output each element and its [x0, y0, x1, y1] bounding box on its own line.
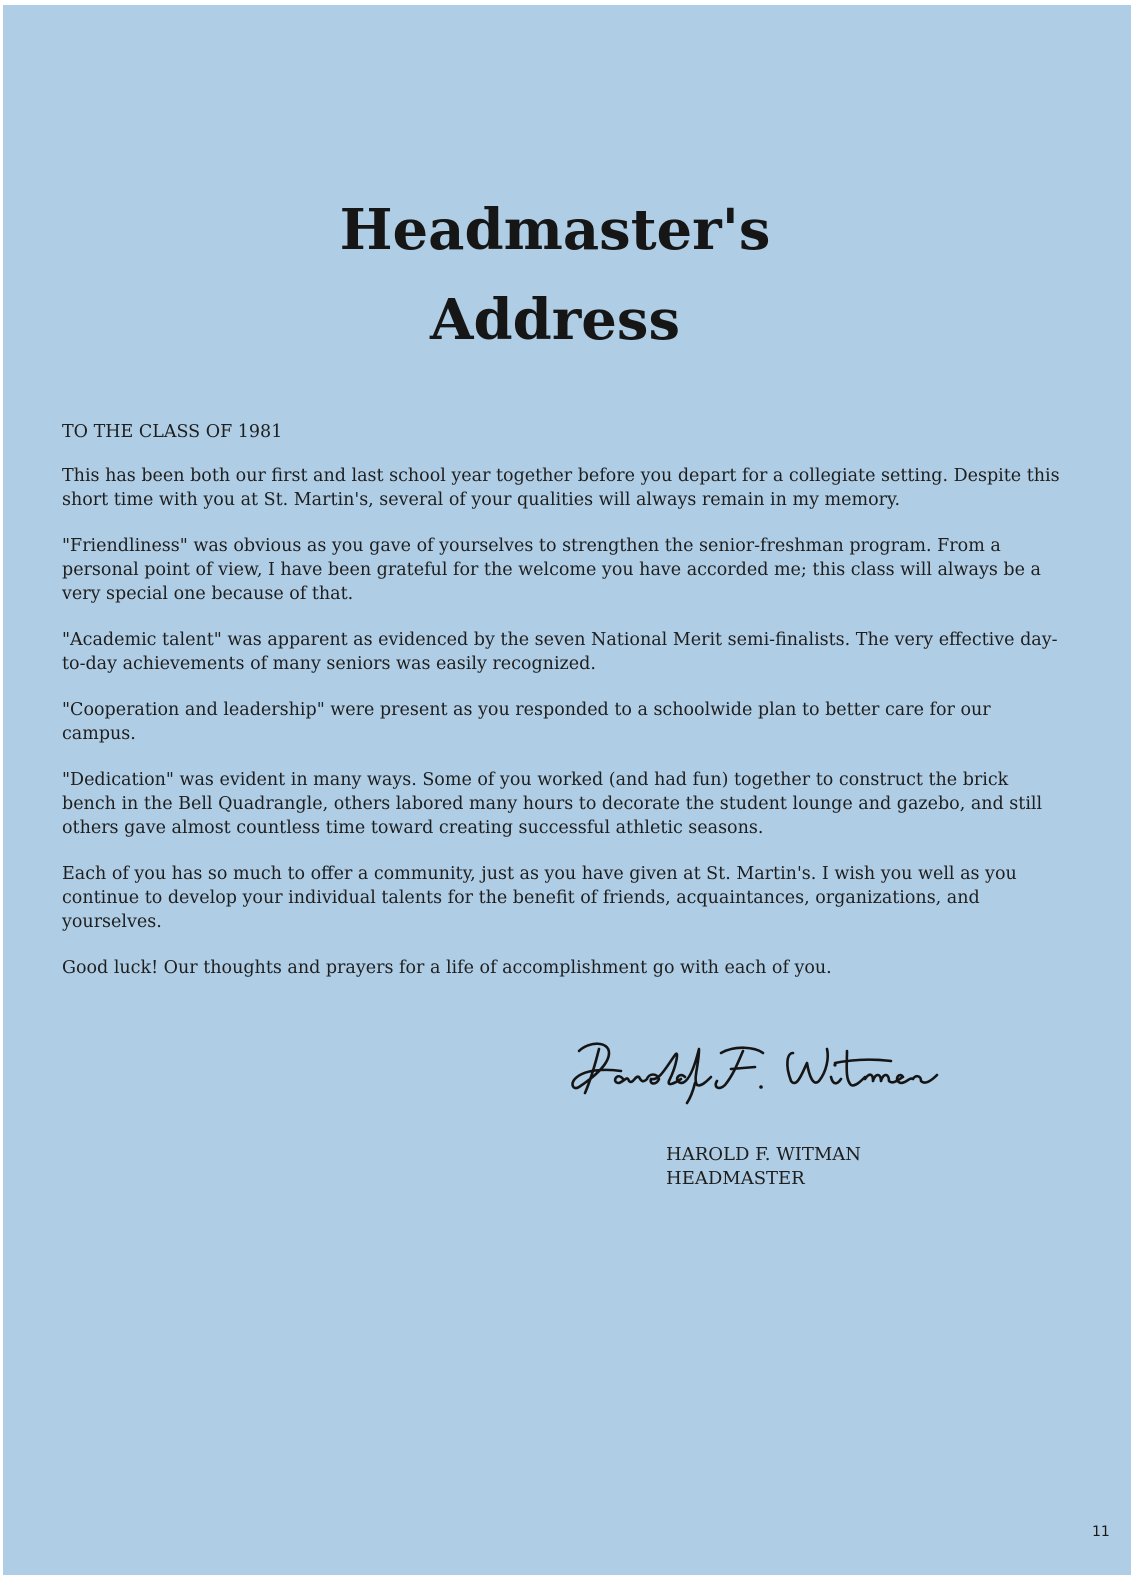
paragraph-7: Good luck! Our thoughts and prayers for a life of accomplishment go with each of you.	[62, 958, 832, 978]
paragraph-5: "Dedication" was evident in many ways. Some of you worked (and had fun) together to construct the brick bench in the Bell Quadrangle, others labored many hours to decorate the student lounge and gazebo, and still others gave almost countless time toward creating successful athletic seasons.	[62, 770, 1043, 838]
paragraph-6: Each of you has so much to offer a community, just as you have given at St. Martin's. I wish you well as you continue to develop your individual talents for the benefit of friends, acquaintances, organizations, and yourselves.	[62, 864, 1017, 932]
paragraph-3: "Academic talent" was apparent as evidenced by the seven National Merit semi-finalists. The very effective day-to-day achievements of many seniors was easily recognized.	[62, 630, 1058, 674]
page-number: 11	[1092, 1524, 1110, 1540]
signatory-name: HAROLD F. WITMAN	[666, 1144, 862, 1165]
title-line-1: Headmaster's	[339, 197, 771, 263]
page-title	[0, 185, 1110, 365]
paragraph-2: "Friendliness" was obvious as you gave of yourselves to strengthen the senior-freshman program. From a personal point of view, I have been grateful for the welcome you have accorded me; this class will always be a very special one because of that.	[62, 536, 1041, 604]
salutation: TO THE CLASS OF 1981	[62, 422, 283, 442]
paragraph-4: "Cooperation and leadership" were present as you responded to a schoolwide plan to better care for our campus.	[62, 700, 991, 744]
title-line-2: Address	[430, 287, 680, 353]
letter-body	[62, 420, 1062, 1002]
paragraph-1: This has been both our first and last school year together before you depart for a collegiate setting. Despite this short time with you at St. Martin's, several of your qualities will always remain in my memory.	[62, 466, 1060, 510]
signatory-title: HEADMASTER	[666, 1168, 805, 1189]
handwritten-signature	[565, 1035, 985, 1105]
signatory	[666, 1143, 861, 1191]
